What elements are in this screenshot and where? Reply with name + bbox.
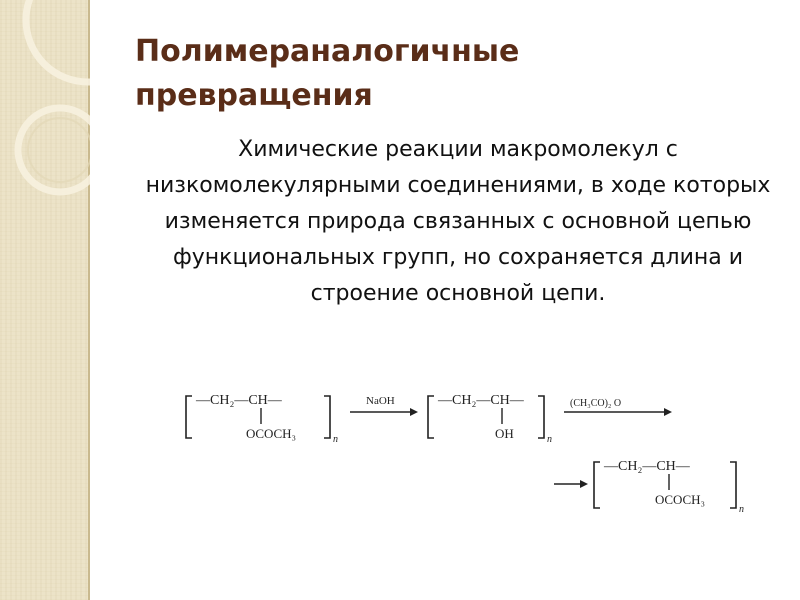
decorative-circles [0, 0, 90, 220]
unit3-substituent: OCOCH₃ [655, 492, 706, 507]
reaction-arrow-2 [564, 398, 672, 416]
reaction-scheme [118, 378, 768, 518]
unit3-index: n [739, 504, 744, 515]
reagent-naoh: NaOH [366, 395, 395, 407]
definition-text: Химические реакции макромолекул с низкомолекулярными соединениями, в ходе которых изменяется природа связанных с основной цепью функциональных групп, но сохраняется длина и строение основной цепи. [145, 137, 771, 306]
unit1-index: n [333, 434, 338, 445]
monomer-unit-2 [428, 393, 552, 445]
unit2-substituent: OH [495, 426, 514, 441]
title-line-2: превращения [135, 78, 373, 113]
title-line-1: Полимераналогичные [135, 34, 520, 69]
reaction-arrow-3 [554, 480, 588, 488]
unit1-substituent: OCOCH₃ [246, 426, 297, 441]
reagent-acetic-anhydride: (CH₃CO)₂ O [570, 398, 622, 409]
monomer-unit-3 [594, 459, 744, 515]
unit2-chain: —CH₂—CH— [438, 393, 524, 408]
slide-title [135, 30, 735, 118]
monomer-unit-1 [186, 393, 338, 445]
unit1-chain: —CH₂—CH— [196, 393, 282, 408]
reaction-arrow-1 [350, 395, 418, 416]
unit3-chain: —CH₂—CH— [604, 459, 690, 474]
unit2-index: n [547, 434, 552, 445]
